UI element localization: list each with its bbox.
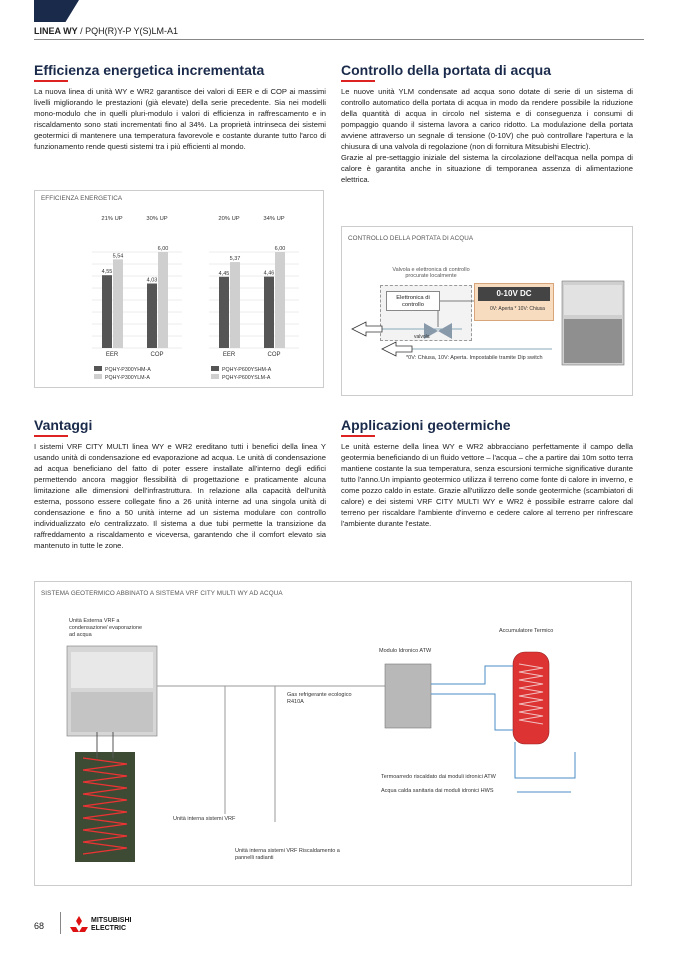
atw-module-icon <box>385 664 431 728</box>
efficienza-underline <box>34 80 68 82</box>
chart-bar-old <box>264 277 274 348</box>
chart-bar-new <box>113 259 123 348</box>
chart-bar-old <box>102 275 112 348</box>
controllo-box-title: CONTROLLO DELLA PORTATA DI ACQUA <box>348 235 474 242</box>
indoor1-label: Unità interna sistemi VRF <box>173 816 236 822</box>
chart-up-label: 21% UP <box>101 216 123 222</box>
chart-value-new: 5,54 <box>112 253 124 260</box>
controllo-title: Controllo della portata di acqua <box>341 62 552 78</box>
efficiency-chart <box>34 190 324 388</box>
chart-up-label: 34% UP <box>263 216 285 222</box>
controllo-text: Le nuove unità YLM condensate ad acqua sono dotate di serie di un sistema di controllo automatico della portata di acqua in modo da rendere possibile la riduzione della quantità di acqua in circolo nel sistema e di conseguenza i consumi di pompaggio quando il sistema lavora a carico ridotto. La modulazione della portata avviene attraverso un segnale di tensione (0-10V) che può controllare l'apertura e la chiusura di una valvola di regolazione (non di fornitura Mitsubishi Electric). Grazie al pre-settaggio iniziale del sistema la circolazione dell'acqua nella pompa di calore è garantita anche in situazione di temporanea assenza di alimentazione elettrica. <box>341 87 633 184</box>
indoor2-label: Unità interna sistemi VRF Riscaldamento a pannelli radianti <box>235 848 340 861</box>
chart-box-title: EFFICIENZA ENERGETICA <box>41 195 123 202</box>
valve-text: valvola <box>414 334 430 340</box>
return-arrow-icon <box>352 322 382 336</box>
vantaggi-underline <box>34 435 68 437</box>
chart-up-label: 20% UP <box>218 216 240 222</box>
controllo-underline <box>341 80 375 82</box>
chart-value-new: 5,37 <box>229 256 241 263</box>
valve-label: Valvola e elettronica di controllo procurate localmente <box>392 267 470 279</box>
atw-label: Modulo Idronico ATW <box>379 648 432 654</box>
legend-swatch-old <box>94 366 102 371</box>
corner-tab <box>34 0 79 22</box>
logo-line2: ELECTRIC <box>91 925 126 932</box>
header-brand: LINEA WY <box>34 26 78 36</box>
chart-category-label: EER <box>222 352 236 358</box>
chart-value-old: 4,55 <box>101 269 113 276</box>
page-number: 68 <box>34 921 45 931</box>
geo-box-title: SISTEMA GEOTERMICO ABBINATO A SISTEMA VRF CITY MULTI WY AD ACQUA <box>41 590 283 597</box>
chart-value-old: 4,45 <box>218 270 230 277</box>
applicazioni-title: Applicazioni geotermiche <box>341 417 511 433</box>
footer-divider <box>60 912 61 934</box>
signal-note: 0V: Aperta * 10V: Chiusa <box>490 306 545 312</box>
controllo-diagram-box <box>341 226 633 396</box>
hws-label: Acqua calda sanitaria dai moduli idronici HWS <box>381 788 494 794</box>
applicazioni-text: Le unità esterne della linea WY e WR2 abbracciano perfettamente il campo della geotermia beneficiando di un fluido vettore – l'acqua – che a partire dai 10m sotto terra mantiene costante la sua temperatura, senza escursioni termiche significative durante tutto l'anno.Un impianto geotermico utilizza il terreno come fonte di calore in inverno, e come pozzo caldo in estate. Grazie all'utilizzo delle sonde geotermiche (scambiatori di calore) e dei sistemi VRF CITY MULTI WY e WR2 è possibile estrarre calore dal terreno per riscaldare l'ambiente d'inverno e cedere calore al terreno per rinfrescare l'ambiente durante l'estate. <box>341 442 633 528</box>
control-electronics: Elettronica di controllo <box>386 291 440 311</box>
chart-category-label: COP <box>267 352 281 358</box>
gas-label: Gas refrigerante ecologico R410A <box>287 692 352 705</box>
chart-category-label: EER <box>105 352 119 358</box>
outdoor-unit-label: Unità Esterna VRF a condensazione/ evaporazione ad acqua <box>69 618 143 638</box>
logo-line1: MITSUBISHI <box>91 917 132 924</box>
signal-label: 0-10V DC <box>478 287 550 301</box>
header-divider <box>34 39 644 40</box>
geo-diagram-box <box>34 581 632 886</box>
mitsubishi-logo-icon <box>70 916 88 932</box>
chart-value-new: 6,00 <box>157 246 169 252</box>
legend-label-old: PQHY-P300YHM-A <box>105 367 151 373</box>
chart-bar-new <box>275 252 285 348</box>
chart-bar-old <box>219 277 229 348</box>
legend-label-old: PQHY-P600YSHM-A <box>222 367 272 373</box>
legend-label-new: PQHY-P600YSLM-A <box>222 375 271 381</box>
chart-category-label: COP <box>150 352 164 358</box>
efficienza-title: Efficienza energetica incrementata <box>34 62 265 78</box>
legend-swatch-new <box>94 374 102 379</box>
chart-up-label: 30% UP <box>146 216 168 222</box>
vantaggi-text: I sistemi VRF CITY MULTI linea WY e WR2 ereditano tutti i benefici della linea Y usando unità di condensazione ed evaporazione ad acqua. Le unità di condensazione ad acqua beneficiano del fatto di poter essere installate all'interno degli edifici permettendo ancora maggior flessibilità di progettazione e praticamente alcuna limitazione alle dimensioni dell'infrastruttura. In relazione alla capacità dell'unità esterna, possono essere collegate fino a 26 unità interne ad una singola unità di condensazione e fino a 50 unità interne ad un sistema modulare con controllo individualizzato e/o centralizzato. Il sistema a due tubi permette la transizione da raffreddamento a riscaldamento e viceversa, garantendo che il comfort elevato sia mantenuto in tutte le zone. <box>34 442 326 550</box>
page-header <box>34 26 178 36</box>
efficienza-text: La nuova linea di unità WY e WR2 garantisce dei valori di EER e di COP ai massimi livelli migliorando le prestazioni (già elevate) della serie precedente. Sia nei modelli mono-modulo che in quelli pluri-modulo i valori di efficienza in raffrescamento e in riscaldamento sono stati incrementati fino al 34%. La proprietà intrinseca dei sistemi geotermici di mantenere una temperatura favorevole e costante durante tutto l'arco di funzionamento rende questi sistemi tra i più efficienti al mondo. <box>34 87 326 151</box>
vantaggi-title: Vantaggi <box>34 417 93 433</box>
flow-diagram <box>342 227 634 397</box>
chart-value-new: 6,00 <box>274 246 286 252</box>
applicazioni-underline <box>341 435 375 437</box>
chart-value-old: 4,03 <box>146 277 158 284</box>
header-model: / PQH(R)Y-P Y(S)LM-A1 <box>77 26 179 36</box>
legend-label-new: PQHY-P300YLM-A <box>105 375 150 381</box>
chart-value-old: 4,46 <box>263 270 275 277</box>
legend-swatch-new <box>211 374 219 379</box>
controllo-footnote: *0V: Chiusa, 10V: Aperta. Impostabile tramite Dip switch <box>406 355 543 361</box>
chart-bar-new <box>158 252 168 348</box>
chart-bar-old <box>147 284 157 348</box>
supply-arrow-icon <box>382 342 412 356</box>
legend-swatch-old <box>211 366 219 371</box>
chart-bar-new <box>230 262 240 348</box>
tank-label: Accumulatore Termico <box>499 628 554 634</box>
heating-label: Termoarredo riscaldato dai moduli idronici ATW <box>381 774 496 780</box>
